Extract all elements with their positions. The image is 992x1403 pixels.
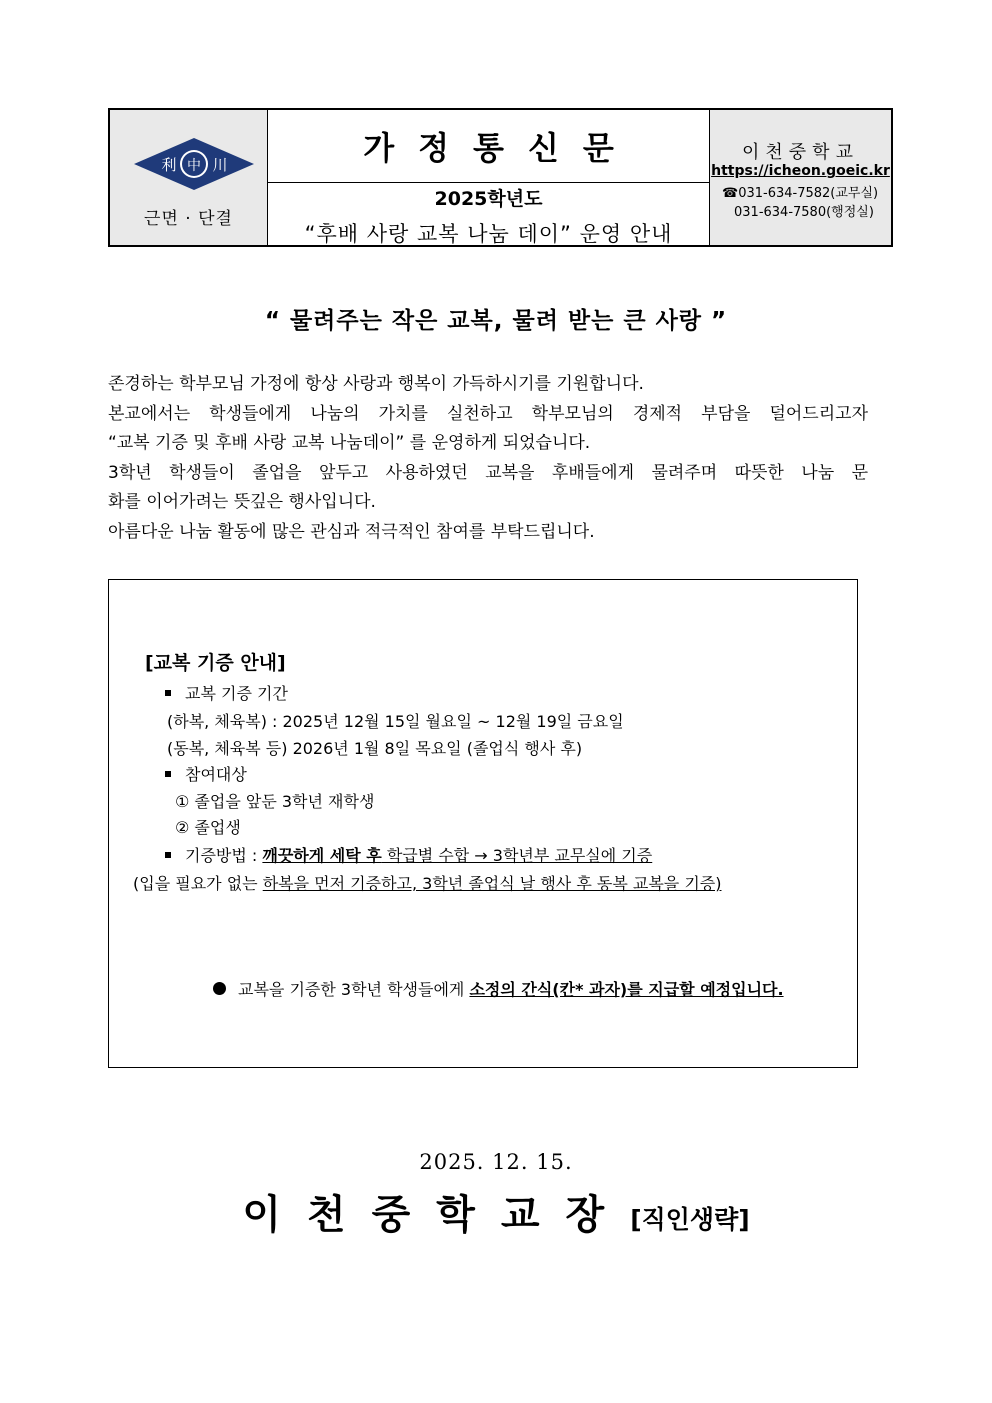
intro-line: 존경하는 학부모님 가정에 항상 사랑과 행복이 가득하시기를 기원합니다. <box>108 374 644 394</box>
school-year: 2025학년도 <box>434 188 543 210</box>
donation-info-box <box>108 579 858 1068</box>
method-note-prefix: (입을 필요가 없는 <box>133 874 263 893</box>
square-bullet-icon <box>165 771 171 777</box>
newsletter-title: 가정통신문 <box>268 110 709 183</box>
intro-line: 아름다운 나눔 활동에 많은 관심과 적극적인 참여를 부탁드립니다. <box>108 521 595 542</box>
intro-line: 화를 이어가려는 뜻깊은 행사입니다. <box>108 492 376 512</box>
target-item <box>165 762 247 785</box>
school-name: 이천중학교 <box>742 142 859 163</box>
intro-line: 본교에서는 학생들에게 나눔의 가치를 실천하고 학부모님의 경제적 부담을 덜어드리고자 <box>108 403 868 424</box>
period-label: 교복 기증 기간 <box>185 684 288 703</box>
period-winter: (동복, 체육복 등) 2026년 1월 8일 목요일 (졸업식 행사 후) <box>167 739 583 758</box>
signature-line <box>0 1183 992 1240</box>
school-motto: 근면 · 단결 <box>144 209 233 229</box>
notice-subtitle: “후배 사랑 교복 나눔 데이” 운영 안내 <box>304 222 673 246</box>
principal-name: 이천중학교장 <box>242 1192 631 1238</box>
square-bullet-icon <box>165 852 171 858</box>
circle-bullet-icon <box>213 982 226 995</box>
phone-admin-office: 031-634-7580(행정실) <box>734 205 874 220</box>
intro-line: “교복 기증 및 후배 사랑 교복 나눔데이” 를 운영하게 되었습니다. <box>108 433 591 453</box>
method-item <box>165 843 652 866</box>
issue-date: 2025. 12. 15. <box>419 1150 573 1174</box>
title-cell <box>268 110 710 245</box>
target-1: ① 졸업을 앞둔 3학년 재학생 <box>175 792 375 811</box>
phone-icon: ☎ <box>722 186 739 201</box>
phone-teachers-office <box>722 182 878 201</box>
period-summer: (하복, 체육복) : 2025년 12월 15일 월요일 ~ 12월 19일 금요일 <box>167 712 624 731</box>
square-bullet-icon <box>165 690 171 696</box>
logo-char-right: 川 <box>212 156 228 174</box>
gift-notice <box>213 977 784 1000</box>
contact-cell <box>710 110 891 245</box>
method-label: 기증방법 : <box>185 846 263 865</box>
slogan: “ 물려주는 작은 교복, 물려 받는 큰 사랑 ” <box>264 308 728 334</box>
period-item <box>165 681 288 704</box>
phone-number-1: 031-634-7582(교무실) <box>738 186 879 201</box>
target-2: ② 졸업생 <box>175 818 241 837</box>
logo-cell <box>110 110 268 245</box>
school-url-link[interactable]: https://icheon.goeic.kr <box>711 163 890 179</box>
logo-char-center: 中 <box>187 158 201 174</box>
header-table <box>108 108 893 247</box>
intro-paragraph <box>108 370 868 547</box>
logo-char-left: 利 <box>161 156 177 174</box>
info-title: [교복 기증 안내] <box>145 652 286 674</box>
method-note <box>133 871 721 894</box>
gift-notice-underlined: 소정의 간식(칸* 과자)를 지급할 예정입니다. <box>469 980 784 999</box>
method-emphasis: 깨끗하게 세탁 후 <box>262 846 382 865</box>
method-note-underlined: 하복을 먼저 기증하고, 3학년 졸업식 날 행사 후 동복 교복을 기증) <box>262 874 722 893</box>
method-rest: 학급별 수합 → 3학년부 교무실에 기증 <box>381 846 653 865</box>
intro-line: 3학년 학생들이 졸업을 앞두고 사용하였던 교복을 후배들에게 물려주며 따뜻한 나눔 문 <box>108 462 868 483</box>
school-logo-icon <box>132 136 256 192</box>
target-label: 참여대상 <box>185 765 247 784</box>
seal-omitted-note: [직인생략] <box>630 1205 750 1234</box>
gift-notice-prefix: 교복을 기증한 3학년 학생들에게 <box>238 980 470 999</box>
